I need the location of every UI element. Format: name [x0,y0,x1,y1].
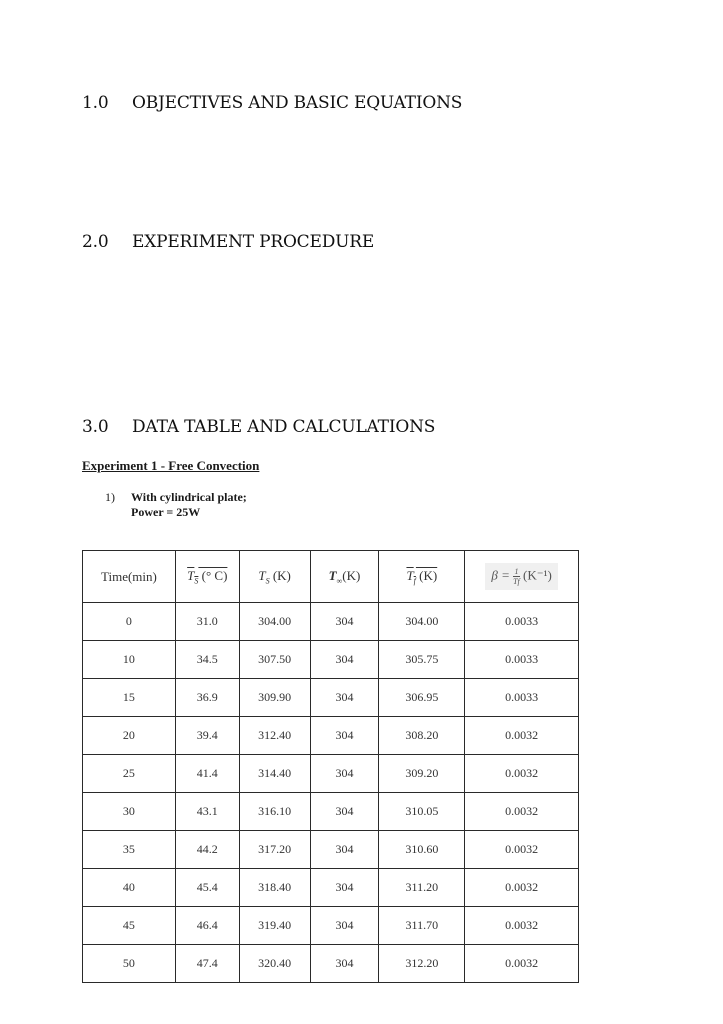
header-t-infinity: $T_\infty(K)$ [310,551,379,603]
cell-tf-kelvin: 305.75 [379,641,465,679]
list-marker: 1) [105,490,115,504]
cell-time: 40 [83,869,176,907]
section-heading-objectives [82,93,462,113]
cell-ts-celsius: 36.9 [175,679,239,717]
cell-t-infinity: 304 [310,907,379,945]
header-ts-celsius: $T_S$ (° C) [175,551,239,603]
header-beta [465,551,579,603]
cell-ts-kelvin: 319.40 [239,907,310,945]
section-heading-data [82,417,435,437]
cell-time: 15 [83,679,176,717]
cell-ts-kelvin: 307.50 [239,641,310,679]
header-ts-kelvin: $T_S$ (K) [239,551,310,603]
cell-tf-kelvin: 312.20 [379,945,465,983]
cell-time: 0 [83,603,176,641]
cell-tf-kelvin: 304.00 [379,603,465,641]
header-tf-kelvin: $T_f$ (K) [379,551,465,603]
cell-time: 20 [83,717,176,755]
cell-beta: 0.0032 [465,907,579,945]
cell-t-infinity: 304 [310,603,379,641]
cell-ts-celsius: 46.4 [175,907,239,945]
cell-tf-kelvin: 311.20 [379,869,465,907]
section-heading-procedure [82,232,374,252]
cell-ts-kelvin: 318.40 [239,869,310,907]
cell-beta: 0.0033 [465,641,579,679]
cell-time: 10 [83,641,176,679]
cell-beta: 0.0033 [465,603,579,641]
cell-ts-kelvin: 320.40 [239,945,310,983]
section-title: EXPERIMENT PROCEDURE [132,232,375,252]
experiment-title: Experiment 1 - Free Convection [82,458,260,473]
cell-tf-kelvin: 306.95 [379,679,465,717]
table-row [83,641,579,679]
cell-ts-celsius: 43.1 [175,793,239,831]
cell-tf-kelvin: 311.70 [379,907,465,945]
cell-ts-kelvin: 314.40 [239,755,310,793]
table-row [83,603,579,641]
table-row [83,717,579,755]
section-number: 3.0 [82,417,109,437]
cell-ts-kelvin: 316.10 [239,793,310,831]
cell-ts-celsius: 39.4 [175,717,239,755]
condition-line-1: With cylindrical plate; [131,490,247,504]
section-title: OBJECTIVES AND BASIC EQUATIONS [132,93,463,113]
cell-ts-celsius: 45.4 [175,869,239,907]
cell-time: 30 [83,793,176,831]
cell-t-infinity: 304 [310,641,379,679]
table-row [83,869,579,907]
cell-beta: 0.0032 [465,831,579,869]
section-title: DATA TABLE AND CALCULATIONS [132,417,436,437]
cell-ts-celsius: 34.5 [175,641,239,679]
data-table [82,550,579,983]
cell-t-infinity: 304 [310,831,379,869]
header-time: Time(min) [83,551,176,603]
table-row [83,755,579,793]
cell-t-infinity: 304 [310,755,379,793]
table-row [83,793,579,831]
cell-tf-kelvin: 310.05 [379,793,465,831]
cell-time: 25 [83,755,176,793]
cell-t-infinity: 304 [310,717,379,755]
experiment-condition [105,490,247,520]
cell-ts-celsius: 41.4 [175,755,239,793]
cell-ts-kelvin: 317.20 [239,831,310,869]
cell-beta: 0.0032 [465,945,579,983]
cell-beta: 0.0032 [465,717,579,755]
table-row [83,679,579,717]
cell-tf-kelvin: 310.60 [379,831,465,869]
condition-line-2: Power = 25W [131,505,201,519]
section-number: 1.0 [82,93,109,113]
cell-t-infinity: 304 [310,793,379,831]
cell-ts-celsius: 44.2 [175,831,239,869]
cell-tf-kelvin: 308.20 [379,717,465,755]
cell-ts-kelvin: 309.90 [239,679,310,717]
table-header-row [83,551,579,603]
table-row [83,945,579,983]
cell-beta: 0.0033 [465,679,579,717]
cell-time: 35 [83,831,176,869]
cell-beta: 0.0032 [465,869,579,907]
cell-beta: 0.0032 [465,755,579,793]
cell-ts-celsius: 31.0 [175,603,239,641]
cell-time: 45 [83,907,176,945]
cell-t-infinity: 304 [310,869,379,907]
cell-tf-kelvin: 309.20 [379,755,465,793]
table-row [83,907,579,945]
cell-t-infinity: 304 [310,945,379,983]
cell-t-infinity: 304 [310,679,379,717]
cell-beta: 0.0032 [465,793,579,831]
cell-time: 50 [83,945,176,983]
cell-ts-celsius: 47.4 [175,945,239,983]
table-row [83,831,579,869]
cell-ts-kelvin: 304.00 [239,603,310,641]
cell-ts-kelvin: 312.40 [239,717,310,755]
beta-formula: β = $\frac{1}{Tf}$ (K⁻¹) [485,563,557,590]
section-number: 2.0 [82,232,109,252]
